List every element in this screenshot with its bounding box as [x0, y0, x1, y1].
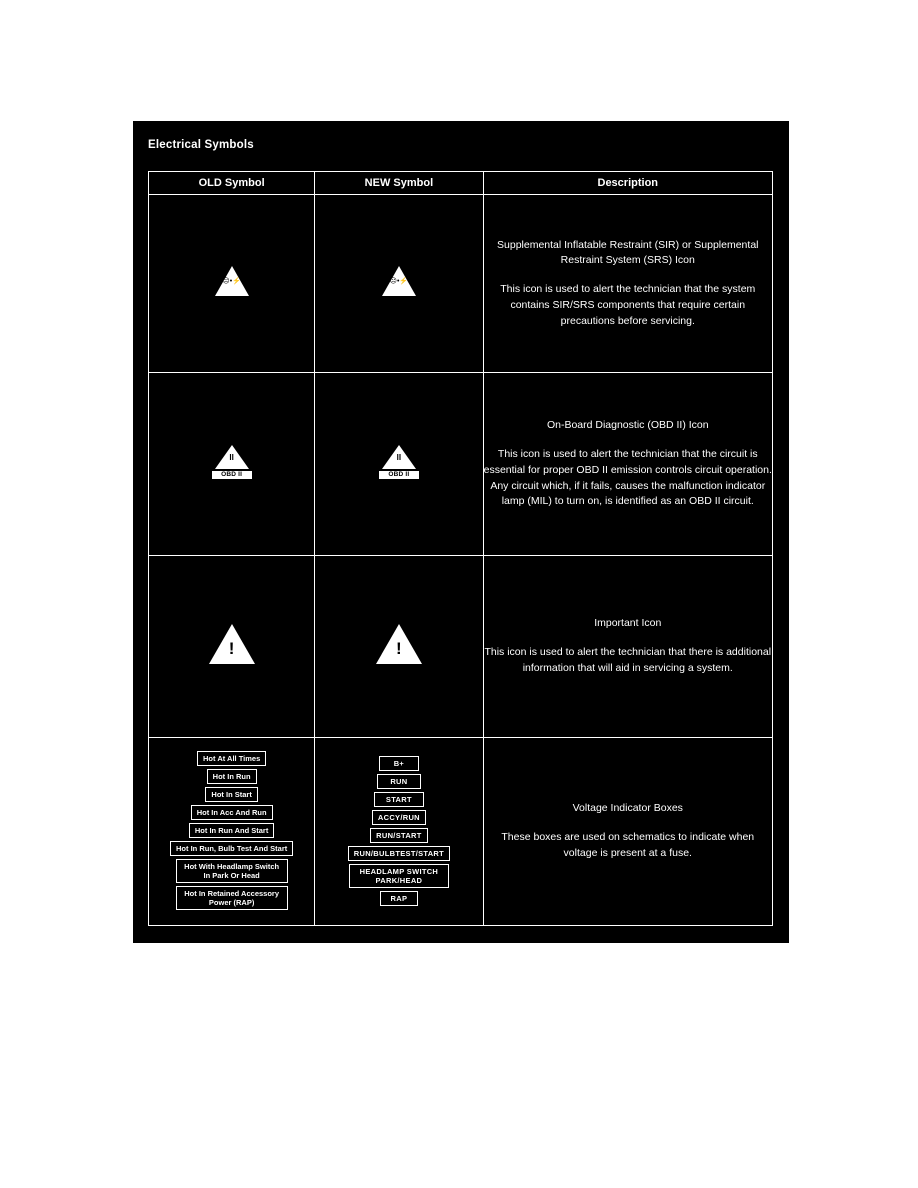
list-item: RUN: [377, 774, 421, 789]
table-row: [149, 556, 773, 738]
description-heading: On-Board Diagnostic (OBD II) Icon: [546, 418, 709, 431]
list-item: Hot In Acc And Run: [191, 805, 273, 820]
description-body: This icon is used to alert the technician that the system contains SIR/SRS components that require certain precautions before servicing.: [500, 283, 756, 327]
table-row: [149, 195, 773, 373]
old-voltage-box-list: [149, 738, 314, 925]
obd-triangle-glyph: II: [229, 452, 234, 462]
list-item: Hot In Run, Bulb Test And Start: [170, 841, 293, 856]
new-symbol-cell-sir: [315, 195, 483, 373]
obd-label: OBD II: [212, 471, 252, 479]
list-item: Hot In Run: [207, 769, 257, 784]
list-item: Hot In Start: [205, 787, 257, 802]
old-symbol-cell-sir: [149, 195, 315, 373]
description-heading: Voltage Indicator Boxes: [572, 802, 683, 815]
description-cell-voltage-boxes: [483, 738, 772, 926]
table-header-row: [149, 172, 773, 195]
table-row: [149, 738, 773, 926]
list-item: Hot With Headlamp Switch In Park Or Head: [176, 859, 288, 883]
obd-label: OBD II: [379, 471, 419, 479]
description-body: This icon is used to alert the technician that the circuit is essential for proper OBD II emission controls circuit operation. Any circuit which, if it fails, causes the malfunction indicator lamp (MIL) to turn on, is identified as an OBD II circuit.: [483, 448, 772, 508]
obd-ii-triangle-icon: [379, 445, 419, 479]
table-row: [149, 373, 773, 556]
list-item: Hot In Retained Accessory Power (RAP): [176, 886, 288, 910]
description-body: This icon is used to alert the technician that there is additional information that will aid in servicing a system.: [484, 646, 772, 675]
new-symbol-cell-important: [315, 556, 483, 738]
electrical-symbols-table: [148, 171, 773, 926]
column-header-description: Description: [483, 172, 772, 195]
list-item: START: [374, 792, 424, 807]
new-symbol-cell-voltage-boxes: [315, 738, 483, 926]
description-cell-important: [483, 556, 772, 738]
column-header-old-symbol: OLD Symbol: [149, 172, 315, 195]
new-voltage-box-list: [315, 743, 482, 921]
obd-triangle-glyph: II: [396, 452, 402, 462]
exclamation-glyph: !: [228, 639, 235, 658]
list-item: B+: [379, 756, 419, 771]
old-symbol-cell-voltage-boxes: [149, 738, 315, 926]
list-item: Hot At All Times: [197, 751, 266, 766]
list-item: ACCY/RUN: [372, 810, 426, 825]
list-item: RAP: [380, 891, 418, 906]
list-item: Hot In Run And Start: [189, 823, 274, 838]
description-heading: Supplemental Inflatable Restraint (SIR) or Supplemental Restraint System (SRS) Icon: [497, 238, 759, 266]
list-item: RUN/BULBTEST/START: [348, 846, 450, 861]
old-symbol-cell-important: [149, 556, 315, 738]
column-header-new-symbol: NEW Symbol: [315, 172, 483, 195]
old-symbol-cell-obd: [149, 373, 315, 556]
sir-srs-triangle-icon: ☹•⚡: [382, 266, 416, 296]
new-symbol-cell-obd: [315, 373, 483, 556]
list-item: HEADLAMP SWITCH PARK/HEAD: [349, 864, 449, 888]
obd-ii-triangle-icon: [212, 445, 252, 479]
description-cell-obd: [483, 373, 772, 556]
exclamation-glyph: !: [396, 639, 402, 658]
important-exclamation-triangle-icon: [209, 624, 255, 664]
description-heading: Important Icon: [594, 617, 662, 630]
sir-srs-triangle-icon: ☹•⚡: [215, 266, 249, 296]
important-exclamation-triangle-icon: [376, 624, 422, 664]
electrical-symbols-panel: [133, 121, 789, 943]
list-item: RUN/START: [370, 828, 427, 843]
page-title: Electrical Symbols: [148, 139, 254, 151]
description-cell-sir: [483, 195, 772, 373]
description-body: These boxes are used on schematics to indicate when voltage is present at a fuse.: [501, 831, 755, 860]
